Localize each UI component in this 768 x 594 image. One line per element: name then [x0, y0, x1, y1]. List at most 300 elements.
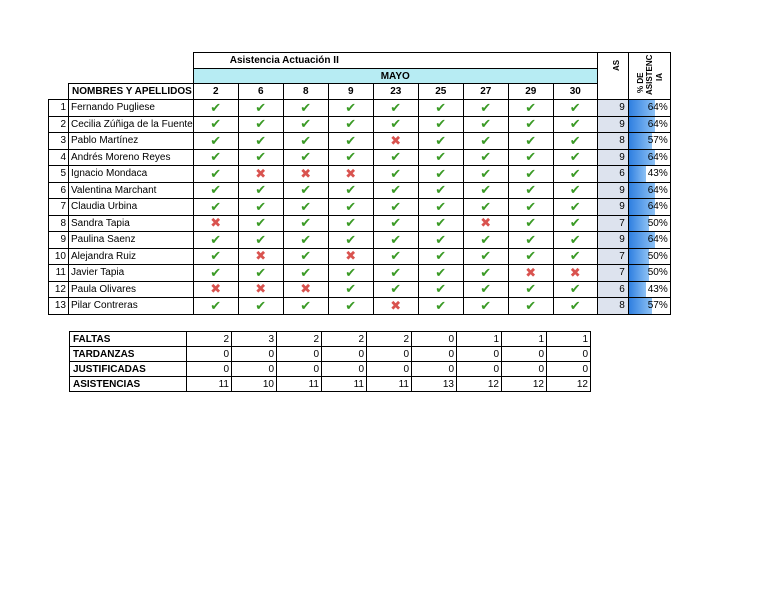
attendance-cell [193, 116, 238, 133]
attendance-cell [418, 182, 463, 199]
attendance-count: 6 [597, 166, 628, 183]
attendance-cell [508, 182, 553, 199]
attendance-cell [238, 100, 283, 117]
check-icon: ✔ [435, 264, 447, 280]
attendance-cell [463, 232, 508, 249]
attendance-cell [238, 215, 283, 232]
row-number: 2 [49, 116, 69, 133]
attendance-cell [418, 215, 463, 232]
attendance-cell [238, 166, 283, 183]
attendance-cell [373, 232, 418, 249]
check-icon: ✔ [480, 264, 492, 280]
percent-value: 64% [647, 102, 668, 114]
table-row [49, 248, 671, 265]
summary-value: 1 [502, 332, 547, 347]
cross-icon: ✖ [480, 215, 492, 231]
attendance-cell [508, 265, 553, 282]
check-icon: ✔ [435, 99, 447, 115]
check-icon: ✔ [390, 99, 402, 115]
check-icon: ✔ [435, 281, 447, 297]
attendance-cell [328, 100, 373, 117]
check-icon: ✔ [345, 231, 357, 247]
day-header-25: 25 [418, 84, 463, 100]
check-icon: ✔ [255, 132, 267, 148]
check-icon: ✔ [300, 215, 312, 231]
attendance-cell [328, 182, 373, 199]
check-icon: ✔ [480, 231, 492, 247]
check-icon: ✔ [300, 198, 312, 214]
attendance-cell [373, 281, 418, 298]
attendance-cell [283, 149, 328, 166]
attendance-percent [628, 149, 670, 166]
attendance-cell [238, 248, 283, 265]
attendance-cell [508, 281, 553, 298]
row-number: 6 [49, 182, 69, 199]
summary-value: 10 [232, 377, 277, 392]
summary-row [70, 332, 591, 347]
attendance-cell [373, 199, 418, 216]
check-icon: ✔ [525, 248, 537, 264]
percent-value: 64% [647, 234, 668, 246]
row-number: 10 [49, 248, 69, 265]
summary-value: 2 [277, 332, 322, 347]
day-header-9: 9 [328, 84, 373, 100]
summary-value: 1 [457, 332, 502, 347]
summary-value: 0 [547, 362, 591, 377]
percent-value: 50% [647, 267, 668, 279]
attendance-cell [508, 166, 553, 183]
cross-icon: ✖ [255, 281, 267, 297]
check-icon: ✔ [210, 116, 222, 132]
check-icon: ✔ [210, 99, 222, 115]
check-icon: ✔ [300, 132, 312, 148]
summary-value: 0 [367, 347, 412, 362]
attendance-percent [628, 133, 670, 150]
attendance-cell [463, 182, 508, 199]
attendance-cell [283, 281, 328, 298]
check-icon: ✔ [569, 297, 581, 313]
attendance-cell [328, 149, 373, 166]
check-icon: ✔ [480, 99, 492, 115]
check-icon: ✔ [300, 248, 312, 264]
attendance-count: 9 [597, 116, 628, 133]
attendance-cell [373, 215, 418, 232]
count-header: AS [597, 53, 628, 100]
cross-icon: ✖ [255, 165, 267, 181]
check-icon: ✔ [255, 198, 267, 214]
check-icon: ✔ [255, 215, 267, 231]
summary-row [70, 347, 591, 362]
attendance-count: 9 [597, 232, 628, 249]
check-icon: ✔ [480, 248, 492, 264]
check-icon: ✔ [255, 231, 267, 247]
attendance-cell [373, 298, 418, 315]
check-icon: ✔ [569, 248, 581, 264]
check-icon: ✔ [390, 281, 402, 297]
attendance-cell [508, 215, 553, 232]
check-icon: ✔ [435, 165, 447, 181]
attendance-percent [628, 166, 670, 183]
attendance-count: 7 [597, 248, 628, 265]
check-icon: ✔ [300, 149, 312, 165]
cross-icon: ✖ [390, 132, 402, 148]
check-icon: ✔ [435, 149, 447, 165]
percent-value: 64% [647, 118, 668, 130]
check-icon: ✔ [390, 116, 402, 132]
check-icon: ✔ [525, 297, 537, 313]
check-icon: ✔ [345, 182, 357, 198]
attendance-cell [328, 265, 373, 282]
attendance-cell [463, 116, 508, 133]
student-name: Claudia Urbina [69, 199, 194, 216]
attendance-count: 7 [597, 265, 628, 282]
check-icon: ✔ [569, 231, 581, 247]
day-header-27: 27 [463, 84, 508, 100]
check-icon: ✔ [345, 264, 357, 280]
attendance-percent [628, 232, 670, 249]
check-icon: ✔ [345, 149, 357, 165]
summary-value: 0 [232, 347, 277, 362]
row-number: 11 [49, 265, 69, 282]
row-number: 8 [49, 215, 69, 232]
attendance-cell [373, 265, 418, 282]
attendance-cell [283, 248, 328, 265]
attendance-cell [508, 199, 553, 216]
check-icon: ✔ [480, 297, 492, 313]
attendance-cell [193, 298, 238, 315]
attendance-count: 9 [597, 182, 628, 199]
attendance-cell [373, 149, 418, 166]
summary-value: 12 [457, 377, 502, 392]
percent-bar [629, 282, 647, 298]
summary-value: 0 [547, 347, 591, 362]
row-number: 13 [49, 298, 69, 315]
check-icon: ✔ [345, 198, 357, 214]
summary-value: 0 [187, 347, 232, 362]
check-icon: ✔ [345, 297, 357, 313]
check-icon: ✔ [525, 231, 537, 247]
attendance-percent [628, 298, 670, 315]
day-header-6: 6 [238, 84, 283, 100]
attendance-cell [193, 182, 238, 199]
attendance-count: 9 [597, 149, 628, 166]
summary-label: FALTAS [70, 332, 187, 347]
attendance-cell [238, 116, 283, 133]
cross-icon: ✖ [345, 248, 357, 264]
check-icon: ✔ [525, 281, 537, 297]
check-icon: ✔ [300, 297, 312, 313]
check-icon: ✔ [255, 182, 267, 198]
summary-value: 2 [367, 332, 412, 347]
check-icon: ✔ [300, 182, 312, 198]
percent-value: 50% [647, 217, 668, 229]
attendance-count: 8 [597, 133, 628, 150]
check-icon: ✔ [345, 215, 357, 231]
attendance-cell [553, 248, 597, 265]
summary-value: 0 [412, 347, 457, 362]
check-icon: ✔ [345, 116, 357, 132]
summary-value: 2 [187, 332, 232, 347]
check-icon: ✔ [210, 248, 222, 264]
attendance-cell [193, 100, 238, 117]
row-number: 12 [49, 281, 69, 298]
attendance-count: 9 [597, 199, 628, 216]
summary-value: 0 [457, 347, 502, 362]
attendance-cell [508, 133, 553, 150]
summary-value: 13 [412, 377, 457, 392]
cross-icon: ✖ [255, 248, 267, 264]
attendance-cell [463, 199, 508, 216]
check-icon: ✔ [345, 281, 357, 297]
attendance-cell [418, 281, 463, 298]
check-icon: ✔ [480, 198, 492, 214]
check-icon: ✔ [390, 198, 402, 214]
name-column-header: NOMBRES Y APELLIDOS [69, 84, 194, 100]
attendance-cell [283, 265, 328, 282]
attendance-cell [283, 232, 328, 249]
cross-icon: ✖ [345, 165, 357, 181]
summary-value: 11 [322, 377, 367, 392]
attendance-cell [418, 166, 463, 183]
attendance-cell [553, 199, 597, 216]
attendance-cell [283, 166, 328, 183]
attendance-cell [238, 281, 283, 298]
table-row [49, 298, 671, 315]
day-header-23: 23 [373, 84, 418, 100]
percent-bar [629, 216, 650, 232]
summary-value: 0 [232, 362, 277, 377]
check-icon: ✔ [525, 215, 537, 231]
attendance-count: 7 [597, 215, 628, 232]
check-icon: ✔ [525, 182, 537, 198]
table-row [49, 149, 671, 166]
attendance-cell [238, 182, 283, 199]
check-icon: ✔ [210, 198, 222, 214]
check-icon: ✔ [435, 215, 447, 231]
attendance-cell [238, 265, 283, 282]
attendance-cell [463, 281, 508, 298]
day-header-8: 8 [283, 84, 328, 100]
attendance-cell [553, 182, 597, 199]
check-icon: ✔ [480, 182, 492, 198]
table-row [49, 133, 671, 150]
check-icon: ✔ [569, 149, 581, 165]
attendance-count: 9 [597, 100, 628, 117]
attendance-cell [463, 298, 508, 315]
attendance-cell [508, 100, 553, 117]
check-icon: ✔ [480, 281, 492, 297]
attendance-cell [553, 265, 597, 282]
attendance-cell [553, 149, 597, 166]
attendance-percent [628, 265, 670, 282]
check-icon: ✔ [300, 99, 312, 115]
check-icon: ✔ [435, 297, 447, 313]
attendance-cell [328, 133, 373, 150]
sheet-title: Asistencia Actuación II [193, 53, 597, 69]
percent-value: 64% [647, 151, 668, 163]
attendance-table [48, 52, 671, 315]
table-row [49, 265, 671, 282]
attendance-percent [628, 248, 670, 265]
summary-value: 12 [502, 377, 547, 392]
attendance-cell [328, 199, 373, 216]
attendance-count: 6 [597, 281, 628, 298]
attendance-cell [418, 116, 463, 133]
attendance-cell [283, 133, 328, 150]
attendance-cell [463, 149, 508, 166]
percent-value: 43% [647, 283, 668, 295]
attendance-cell [418, 199, 463, 216]
cross-icon: ✖ [569, 264, 581, 280]
attendance-cell [193, 215, 238, 232]
check-icon: ✔ [480, 132, 492, 148]
attendance-percent [628, 182, 670, 199]
attendance-cell [508, 149, 553, 166]
check-icon: ✔ [435, 231, 447, 247]
attendance-cell [328, 116, 373, 133]
check-icon: ✔ [345, 99, 357, 115]
attendance-cell [553, 232, 597, 249]
check-icon: ✔ [390, 215, 402, 231]
attendance-cell [508, 232, 553, 249]
day-header-2: 2 [193, 84, 238, 100]
summary-value: 0 [502, 347, 547, 362]
check-icon: ✔ [210, 182, 222, 198]
summary-value: 0 [457, 362, 502, 377]
percent-value: 57% [647, 135, 668, 147]
row-number: 4 [49, 149, 69, 166]
summary-value: 0 [187, 362, 232, 377]
summary-value: 12 [547, 377, 591, 392]
student-name: Alejandra Ruiz [69, 248, 194, 265]
check-icon: ✔ [390, 182, 402, 198]
check-icon: ✔ [480, 116, 492, 132]
summary-table [69, 331, 591, 392]
check-icon: ✔ [525, 198, 537, 214]
percent-value: 57% [647, 300, 668, 312]
attendance-cell [418, 248, 463, 265]
check-icon: ✔ [569, 198, 581, 214]
check-icon: ✔ [210, 132, 222, 148]
attendance-cell [373, 182, 418, 199]
table-row [49, 116, 671, 133]
student-name: Pilar Contreras [69, 298, 194, 315]
attendance-cell [373, 248, 418, 265]
percent-bar [629, 249, 650, 265]
check-icon: ✔ [569, 132, 581, 148]
attendance-cell [418, 133, 463, 150]
attendance-cell [328, 166, 373, 183]
attendance-cell [373, 166, 418, 183]
check-icon: ✔ [255, 264, 267, 280]
check-icon: ✔ [255, 99, 267, 115]
summary-value: 0 [277, 362, 322, 377]
summary-label: JUSTIFICADAS [70, 362, 187, 377]
attendance-cell [508, 116, 553, 133]
check-icon: ✔ [435, 248, 447, 264]
table-row [49, 166, 671, 183]
attendance-cell [463, 265, 508, 282]
summary-label: ASISTENCIAS [70, 377, 187, 392]
attendance-cell [328, 281, 373, 298]
attendance-cell [283, 298, 328, 315]
attendance-cell [283, 215, 328, 232]
check-icon: ✔ [569, 215, 581, 231]
check-icon: ✔ [210, 149, 222, 165]
attendance-cell [463, 133, 508, 150]
check-icon: ✔ [569, 116, 581, 132]
check-icon: ✔ [390, 165, 402, 181]
summary-row [70, 362, 591, 377]
attendance-cell [463, 248, 508, 265]
student-name: Valentina Marchant [69, 182, 194, 199]
attendance-cell [553, 281, 597, 298]
attendance-cell [463, 100, 508, 117]
table-row [49, 199, 671, 216]
check-icon: ✔ [435, 182, 447, 198]
check-icon: ✔ [480, 149, 492, 165]
student-name: Andrés Moreno Reyes [69, 149, 194, 166]
summary-row [70, 377, 591, 392]
attendance-cell [193, 281, 238, 298]
check-icon: ✔ [569, 99, 581, 115]
attendance-percent [628, 100, 670, 117]
check-icon: ✔ [300, 116, 312, 132]
cross-icon: ✖ [210, 215, 222, 231]
attendance-percent [628, 116, 670, 133]
summary-value: 3 [232, 332, 277, 347]
cross-icon: ✖ [300, 281, 312, 297]
attendance-cell [508, 298, 553, 315]
attendance-cell [508, 248, 553, 265]
student-name: Paulina Saenz [69, 232, 194, 249]
summary-value: 0 [412, 362, 457, 377]
check-icon: ✔ [390, 264, 402, 280]
row-number: 9 [49, 232, 69, 249]
check-icon: ✔ [300, 231, 312, 247]
percent-value: 64% [647, 184, 668, 196]
attendance-cell [283, 182, 328, 199]
summary-value: 0 [277, 347, 322, 362]
attendance-cell [553, 116, 597, 133]
table-row [49, 232, 671, 249]
check-icon: ✔ [300, 264, 312, 280]
cross-icon: ✖ [525, 264, 537, 280]
attendance-cell [193, 232, 238, 249]
attendance-cell [238, 298, 283, 315]
student-name: Javier Tapia [69, 265, 194, 282]
attendance-cell [193, 265, 238, 282]
student-name: Pablo Martínez [69, 133, 194, 150]
check-icon: ✔ [525, 149, 537, 165]
check-icon: ✔ [480, 165, 492, 181]
attendance-cell [328, 298, 373, 315]
attendance-cell [373, 116, 418, 133]
attendance-percent [628, 215, 670, 232]
check-icon: ✔ [569, 182, 581, 198]
check-icon: ✔ [569, 281, 581, 297]
summary-value: 1 [547, 332, 591, 347]
attendance-cell [418, 100, 463, 117]
row-number: 3 [49, 133, 69, 150]
percent-bar [629, 265, 650, 281]
attendance-cell [328, 232, 373, 249]
cross-icon: ✖ [300, 165, 312, 181]
table-row [49, 182, 671, 199]
summary-value: 2 [322, 332, 367, 347]
check-icon: ✔ [390, 149, 402, 165]
attendance-cell [373, 100, 418, 117]
